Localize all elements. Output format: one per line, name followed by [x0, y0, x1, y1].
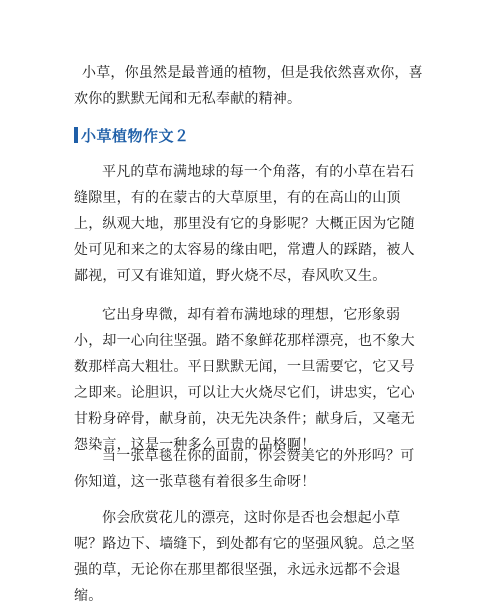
heading-marker — [74, 127, 78, 143]
intro-paragraph: 小草，你虽然是最普通的植物，但是我依然喜欢你，喜欢你的默默无闻和无私奉献的精神。 — [74, 65, 423, 107]
section-heading — [74, 124, 190, 146]
body-paragraph: 平凡的草布满地球的每一个角落，有的小草在岩石缝隙里，有的在蒙古的大草原里，有的在高山的山顶上，纵观大地，那里没有它的身影呢？大概正因为它随处可见和来之的太容易的缘由吧，常遭人的踩踏，被人鄙视，可又有谁知道，野火烧不尽，春风吹又生。 — [74, 164, 415, 284]
body-paragraph: 当一张草毯在你的面前，你会赞美它的外形吗？可你知道，这一张草毯有着很多生命呀！ — [74, 448, 415, 490]
body-paragraph: 它出身卑微，却有着布满地球的理想，它形象弱小，却一心向往坚强。踏不象鲜花那样漂亮，也不象大数那样高大粗壮。平日默默无闻，一旦需要它，它又号之即来。论胆识，可以让大火烧尽它们，讲忠实，它心甘粉身碎骨，献身前，决无先决条件；献身后，又毫无怨染言，这是一种多么可贵的品格啊！ — [74, 307, 415, 453]
body-paragraph: 你会欣赏花儿的漂亮，这时你是否也会想起小草呢？路边下、墙缝下，到处都有它的坚强风貌。总之坚强的草，无论你在那里都很坚强，永远永远都不会退缩。 — [74, 510, 415, 604]
section-heading-text: 小草植物作文２ — [81, 126, 190, 145]
